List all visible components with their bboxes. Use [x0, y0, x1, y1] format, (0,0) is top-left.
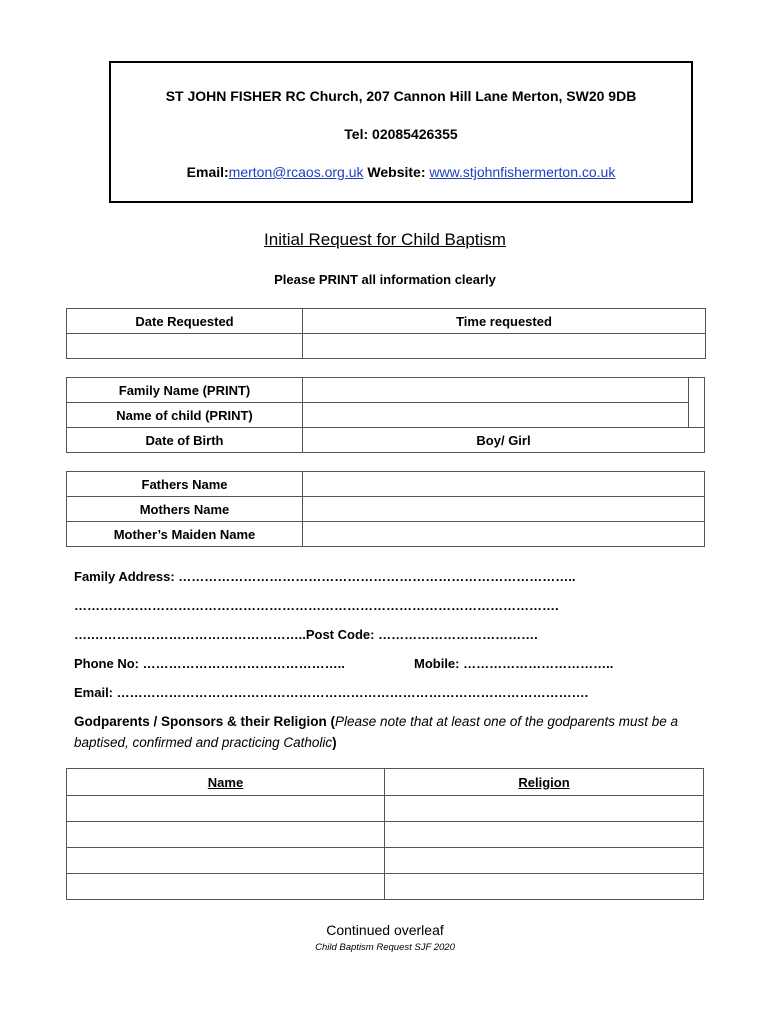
dob-label: Date of Birth	[67, 428, 303, 453]
godparents-table	[66, 768, 704, 900]
address-line-3-dots: ….…………………………………………..	[74, 627, 306, 642]
church-header-box	[109, 61, 693, 203]
address-line-2[interactable]: ………………………………………………………………………………………………….	[74, 598, 559, 613]
godparent-religion-cell[interactable]	[385, 848, 704, 874]
time-requested-field[interactable]	[303, 334, 706, 359]
child-details-table	[66, 377, 705, 453]
table-row	[67, 822, 704, 848]
godparent-name-cell[interactable]	[67, 874, 385, 900]
phone-line[interactable]: Phone No: ………………………………………..	[74, 656, 345, 671]
website-label: Website:	[367, 164, 426, 180]
child-name-field[interactable]	[303, 403, 689, 428]
date-requested-header: Date Requested	[67, 309, 303, 334]
child-name-label: Name of child (PRINT)	[67, 403, 303, 428]
email-line[interactable]: Email: ……………………………………………………………………………………………….	[74, 685, 589, 700]
address-line-3[interactable]	[74, 627, 538, 642]
date-requested-field[interactable]	[67, 334, 303, 359]
mother-name-label: Mothers Name	[67, 497, 303, 522]
mother-name-field[interactable]	[303, 497, 705, 522]
church-address: ST JOHN FISHER RC Church, 207 Cannon Hill Lane Merton, SW20 9DB	[165, 88, 637, 104]
godparent-name-cell[interactable]	[67, 796, 385, 822]
child-side-cell	[689, 378, 705, 428]
father-name-field[interactable]	[303, 472, 705, 497]
godparent-religion-cell[interactable]	[385, 874, 704, 900]
maiden-name-label: Mother’s Maiden Name	[67, 522, 303, 547]
time-requested-header: Time requested	[303, 309, 706, 334]
godparents-title: Godparents / Sponsors & their Religion (	[74, 714, 336, 729]
godparent-religion-header: Religion	[385, 769, 704, 796]
godparent-religion-cell[interactable]	[385, 796, 704, 822]
church-contact-line	[111, 164, 691, 180]
godparent-name-header: Name	[67, 769, 385, 796]
church-phone: Tel: 02085426355	[344, 126, 458, 142]
email-link[interactable]: merton@rcaos.org.uk	[228, 164, 364, 180]
continued-overleaf: Continued overleaf	[326, 922, 444, 938]
form-title: Initial Request for Child Baptism	[264, 230, 506, 249]
date-time-table	[66, 308, 706, 359]
form-code: Child Baptism Request SJF 2020	[315, 942, 455, 953]
godparent-religion-cell[interactable]	[385, 822, 704, 848]
email-label: Email:	[186, 164, 229, 180]
table-row	[67, 848, 704, 874]
godparents-close: )	[332, 735, 337, 750]
website-link[interactable]: www.stjohnfishermerton.co.uk	[429, 164, 616, 180]
form-subtitle: Please PRINT all information clearly	[274, 272, 496, 287]
family-name-label: Family Name (PRINT)	[67, 378, 303, 403]
godparent-name-cell[interactable]	[67, 822, 385, 848]
father-name-label: Fathers Name	[67, 472, 303, 497]
family-address-line[interactable]: Family Address: ………………………………………………………………………………..	[74, 569, 576, 584]
godparents-heading	[74, 711, 694, 753]
mobile-line[interactable]: Mobile: ……………………………..	[414, 656, 614, 671]
family-name-field[interactable]	[303, 378, 689, 403]
maiden-name-field[interactable]	[303, 522, 705, 547]
gender-field[interactable]: Boy/ Girl	[303, 428, 705, 453]
table-row	[67, 796, 704, 822]
godparent-name-cell[interactable]	[67, 848, 385, 874]
postcode-field[interactable]: Post Code: ……………………………….	[305, 627, 538, 642]
godparents-note: Please note that at least one of the godparents must be a baptised, confirmed and practicing Catholic	[74, 714, 679, 750]
table-row	[67, 874, 704, 900]
parents-table	[66, 471, 705, 547]
